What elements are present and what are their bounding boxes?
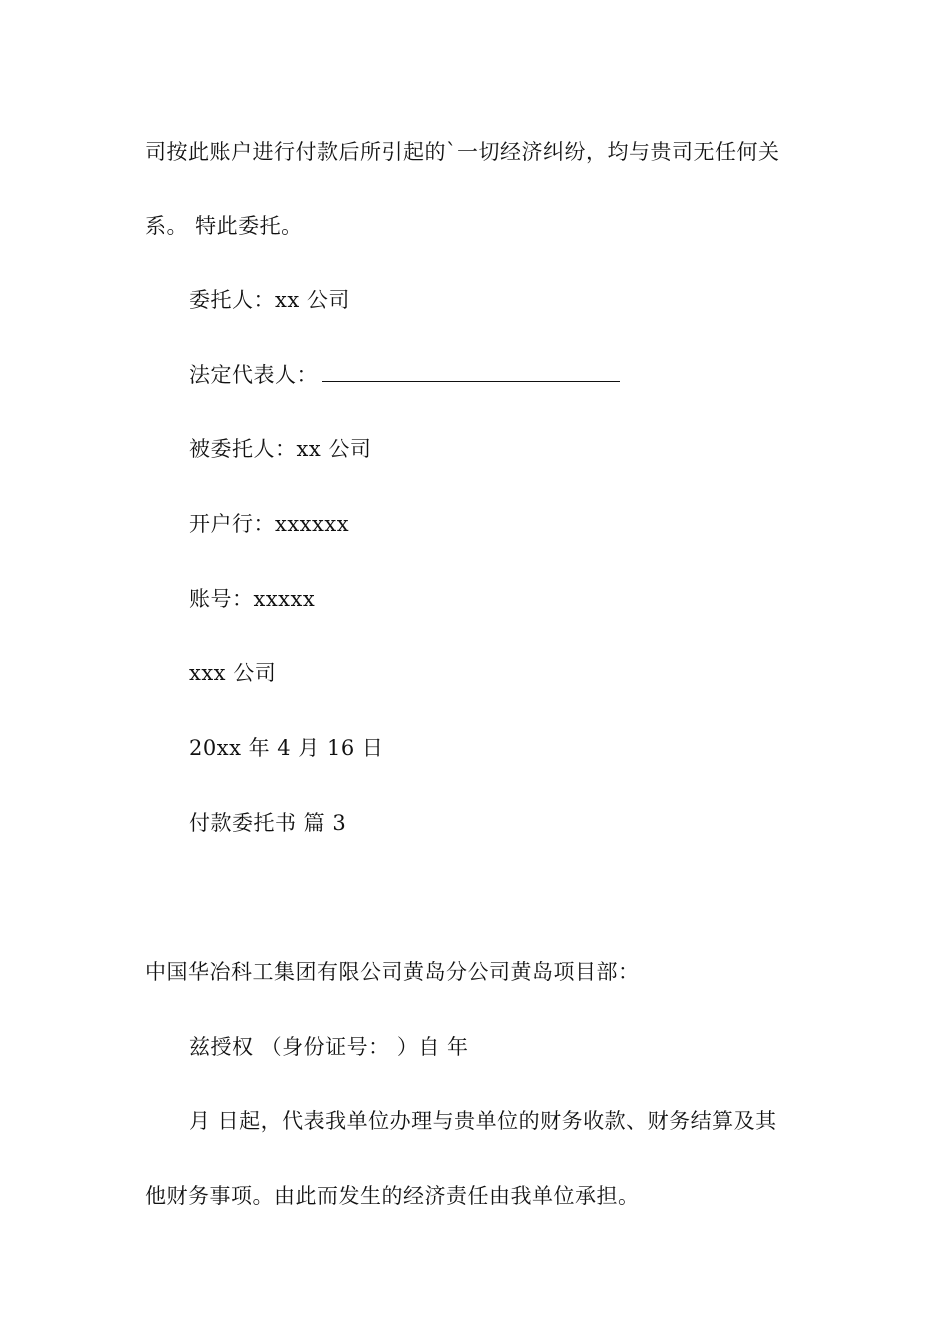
section-title: 付款委托书 篇 3 — [189, 811, 347, 835]
paragraph-line: 他财务事项。由此而发生的经济责任由我单位承担。 — [145, 1184, 640, 1208]
legal-representative-label: 法定代表人： — [189, 363, 318, 387]
paragraph-line: 司按此账户进行付款后所引起的`一切经济纠纷，均与贵司无任何关 — [145, 140, 780, 164]
paragraph-line: 系。 特此委托。 — [145, 214, 303, 238]
recipient-line: 中国华冶科工集团有限公司黄岛分公司黄岛项目部： — [145, 960, 640, 984]
agent-line: 被委托人：xx 公司 — [189, 437, 372, 461]
paragraph-line: 兹授权 （身份证号： ）自 年 — [189, 1035, 469, 1059]
bank-line: 开户行：xxxxxx — [189, 512, 350, 536]
signature-blank — [322, 363, 620, 382]
company-line: xxx 公司 — [189, 661, 277, 685]
legal-representative-line — [189, 360, 620, 390]
date-line: 20xx 年 4 月 16 日 — [189, 736, 384, 760]
principal-line: 委托人：xx 公司 — [189, 288, 350, 312]
account-line: 账号：xxxxx — [189, 587, 316, 611]
paragraph-line: 月 日起，代表我单位办理与贵单位的财务收款、财务结算及其 — [189, 1109, 777, 1133]
